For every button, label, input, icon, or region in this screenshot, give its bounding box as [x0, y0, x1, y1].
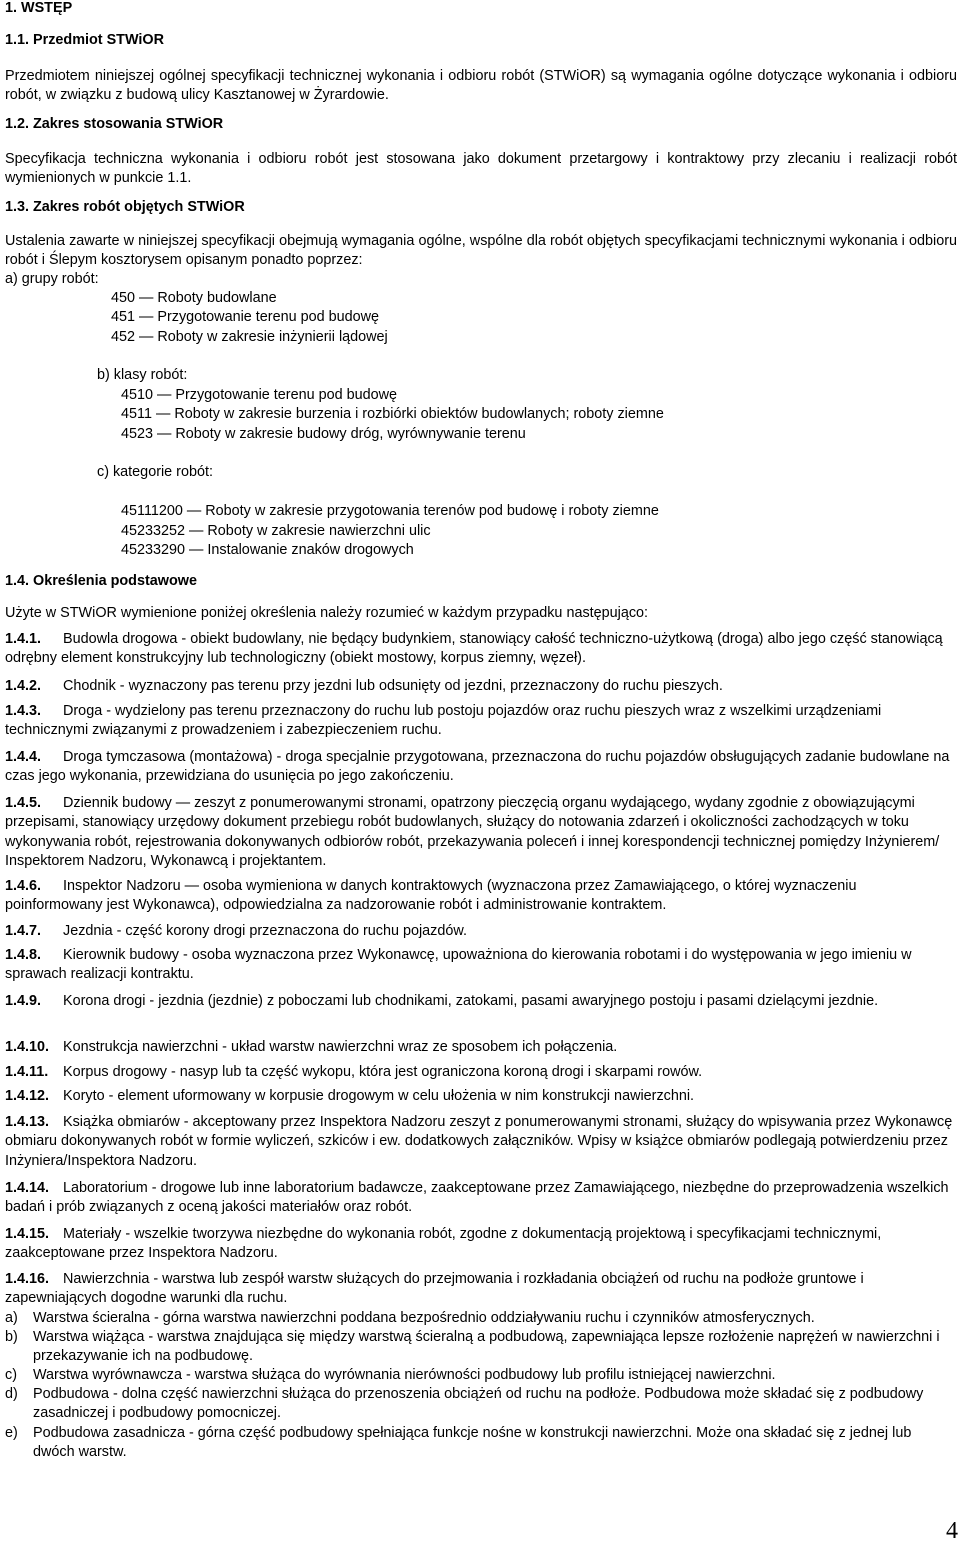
- layer-item: [5, 1366, 955, 1385]
- definition-item: [5, 1225, 957, 1264]
- definition-item: [5, 748, 957, 787]
- categories-label: c) kategorie robót:: [97, 464, 213, 480]
- layer-text: Warstwa wiążąca - warstwa znajdująca się między warstwą ścieralną a podbudową, zapewniająca lepsze rozłożenie naprężeń w nawierzchni i przekazywanie ich na podbudowę.: [33, 1329, 940, 1365]
- definition-item: [5, 1087, 957, 1106]
- definition-item: [5, 794, 957, 871]
- category-item: 45233290 — Instalowanie znaków drogowych: [121, 542, 414, 558]
- definition-text: Laboratorium - drogowe lub inne laboratorium badawcze, zaakceptowane przez Zamawiającego, niezbędne do przeprowadzenia wszelkich badań i prób związanych z oceną jakości materiałów oraz robót.: [5, 1180, 949, 1216]
- definition-number: 1.4.13.: [5, 1114, 50, 1130]
- layer-item: [5, 1328, 955, 1367]
- category-item: 45233252 — Roboty w zakresie nawierzchni ulic: [121, 523, 431, 539]
- layer-label: c): [5, 1367, 17, 1383]
- heading-1-2: 1.2. Zakres stosowania STWiOR: [5, 116, 224, 132]
- layer-item: [5, 1309, 955, 1328]
- heading-1-3: 1.3. Zakres robót objętych STWiOR: [5, 199, 245, 215]
- definition-number: 1.4.11.: [5, 1064, 49, 1080]
- class-item: 4523 — Roboty w zakresie budowy dróg, wyrównywanie terenu: [121, 426, 526, 442]
- definition-text: Budowla drogowa - obiekt budowlany, nie będący budynkiem, stanowiący całość techniczno-użytkową (droga) albo jego część stanowiącą odrębny element konstrukcyjny lub technologiczny (obiekt mostowy, korpus ziemny, węzeł).: [5, 631, 943, 667]
- definition-text: Inspektor Nadzoru — osoba wymieniona w danych kontraktowych (wyznaczona przez Zamawiającego, o której wyznaczeniu poinformowany jest Wykonawca), odpowiedzialna za nadzorowanie robót i administrowanie kontraktem.: [5, 878, 857, 914]
- layer-label: b): [5, 1329, 18, 1345]
- layer-item: [5, 1385, 955, 1424]
- definition-number: 1.4.14.: [5, 1180, 50, 1196]
- definition-item: [5, 946, 957, 985]
- definition-item: [5, 1270, 957, 1309]
- paragraph-1-3: Ustalenia zawarte w niniejszej specyfikacji obejmują wymagania ogólne, wspólne dla robót objętych specyfikacjami technicznymi wykonania i odbioru robót i Ślepym kosztorysem opisanym ponadto poprzez:: [5, 233, 957, 269]
- class-item: 4511 — Roboty w zakresie burzenia i rozbiórki obiektów budowlanych; roboty ziemne: [121, 406, 664, 422]
- classes-label: b) klasy robót:: [97, 367, 188, 383]
- definition-item: [5, 1113, 957, 1171]
- definition-number: 1.4.8.: [5, 947, 42, 963]
- definition-text: Dziennik budowy — zeszyt z ponumerowanymi stronami, opatrzony pieczęcią organu wydającego, wydany zgodnie z obowiązującymi przepisami, stanowiący urzędowy dokument przebiegu robót budowlanych, służący do notowania zdarzeń i okoliczności zachodzących w toku wykonywania robót, rejestrowania dokonywanych odbiorów robót, przekazywania poleceń i innej korespondencji technicznej pomiędzy Inżynierem/ Inspektorem Nadzoru, Wykonawcą i projektantem.: [5, 795, 940, 869]
- definition-text: Droga - wydzielony pas terenu przeznaczony do ruchu lub postoju pojazdów oraz ruchu pieszych wraz z wszelkimi urządzeniami technicznymi związanymi z prowadzeniem i zabezpieczeniem ruchu.: [5, 703, 882, 739]
- definition-number: 1.4.10.: [5, 1039, 50, 1055]
- layer-label: e): [5, 1425, 18, 1441]
- groups-label: a) grupy robót:: [5, 271, 99, 287]
- definition-text: Nawierzchnia - warstwa lub zespół warstw służących do przejmowania i rozkładania obciążeń od ruchu na podłoże gruntowe i zapewniających dogodne warunki dla ruchu.: [5, 1271, 864, 1307]
- definition-item: [5, 1038, 957, 1057]
- definition-item: [5, 630, 957, 669]
- definition-item: [5, 1179, 957, 1218]
- layer-label: d): [5, 1386, 18, 1402]
- class-item: 4510 — Przygotowanie terenu pod budowę: [121, 387, 398, 403]
- definition-text: Materiały - wszelkie tworzywa niezbędne do wykonania robót, zgodne z dokumentacją projektową i specyfikacjami technicznymi, zaakceptowane przez Inspektora Nadzoru.: [5, 1226, 882, 1262]
- definition-item: [5, 1063, 957, 1082]
- definition-text: Koryto - element uformowany w korpusie drogowym w celu ułożenia w nim konstrukcji nawierzchni.: [63, 1088, 695, 1104]
- definition-number: 1.4.5.: [5, 795, 42, 811]
- definition-item: [5, 992, 957, 1011]
- layer-text: Warstwa wyrównawcza - warstwa służąca do wyrównania nierówności podbudowy lub profilu istniejącej nawierzchni.: [33, 1367, 776, 1383]
- category-item: 45111200 — Roboty w zakresie przygotowania terenów pod budowę i roboty ziemne: [121, 503, 659, 519]
- definition-number: 1.4.15.: [5, 1226, 50, 1242]
- definition-item: [5, 702, 957, 741]
- definition-text: Jezdnia - część korony drogi przeznaczona do ruchu pojazdów.: [63, 923, 467, 939]
- layer-item: [5, 1424, 955, 1463]
- definition-number: 1.4.16.: [5, 1271, 50, 1287]
- definition-text: Książka obmiarów - akceptowany przez Inspektora Nadzoru zeszyt z ponumerowanymi stronami, służący do wpisywania przez Wykonawcę obmiaru dokonywanych robót w formie wyliczeń, szkiców i ew. dodatkowych załączników. Wpisy w książce obmiarów podlegają potwierdzeniu przez Inżyniera/Inspektora Nadzoru.: [5, 1114, 953, 1169]
- definition-item: [5, 922, 957, 941]
- definition-text: Korpus drogowy - nasyp lub ta część wykopu, która jest ograniczona koroną drogi i skarpami rowów.: [63, 1064, 703, 1080]
- group-item: 450 — Roboty budowlane: [111, 290, 277, 306]
- definition-number: 1.4.2.: [5, 678, 42, 694]
- definition-text: Chodnik - wyznaczony pas terenu przy jezdni lub odsunięty od jezdni, przeznaczony do ruchu pieszych.: [63, 678, 723, 694]
- definition-number: 1.4.7.: [5, 923, 42, 939]
- definition-number: 1.4.1.: [5, 631, 42, 647]
- heading-section-1: 1. WSTĘP: [5, 0, 73, 16]
- intro-1-4: Użyte w STWiOR wymienione poniżej określenia należy rozumieć w każdym przypadku następująco:: [5, 605, 649, 621]
- group-item: 451 — Przygotowanie terenu pod budowę: [111, 309, 380, 325]
- layer-text: Podbudowa - dolna część nawierzchni służąca do przenoszenia obciążeń od ruchu na podłoże. Podbudowa może składać się z podbudowy zasadniczej i podbudowy pomocniczej.: [33, 1386, 924, 1422]
- definition-text: Kierownik budowy - osoba wyznaczona przez Wykonawcę, upoważniona do kierowania robotami i do występowania w jego imieniu w sprawach realizacji kontraktu.: [5, 947, 912, 983]
- definition-text: Korona drogi - jezdnia (jezdnie) z poboczami lub chodnikami, zatokami, pasami awaryjnego postoju i pasami dzielącymi jezdnie.: [63, 993, 879, 1009]
- paragraph-1-1: Przedmiotem niniejszej ogólnej specyfikacji technicznej wykonania i odbioru robót (STWiOR) są wymagania ogólne dotyczące wykonania i odbioru robót, w związku z budową ulicy Kasztanowej w Żyrardowie.: [5, 68, 957, 104]
- layer-text: Podbudowa zasadnicza - górna część podbudowy spełniająca funkcje nośne w konstrukcji nawierzchni. Może ona składać się z jednej lub dwóch warstw.: [33, 1425, 912, 1461]
- definition-number: 1.4.4.: [5, 749, 42, 765]
- definition-number: 1.4.3.: [5, 703, 42, 719]
- group-item: 452 — Roboty w zakresie inżynierii lądowej: [111, 329, 388, 345]
- heading-1-1: 1.1. Przedmiot STWiOR: [5, 32, 164, 48]
- heading-1-4: 1.4. Określenia podstawowe: [5, 573, 197, 589]
- definition-number: 1.4.9.: [5, 993, 42, 1009]
- definition-item: [5, 677, 957, 696]
- definition-text: Konstrukcja nawierzchni - układ warstw nawierzchni wraz ze sposobem ich połączenia.: [63, 1039, 618, 1055]
- definition-text: Droga tymczasowa (montażowa) - droga specjalnie przygotowana, przeznaczona do ruchu pojazdów obsługujących zadanie budowlane na czas jego wykonania, przewidziana do usunięcia po jego zakończeniu.: [5, 749, 950, 785]
- layer-text: Warstwa ścieralna - górna warstwa nawierzchni poddana bezpośrednio oddziaływaniu ruchu i czynników atmosferycznych.: [33, 1310, 815, 1326]
- paragraph-1-2: Specyfikacja techniczna wykonania i odbioru robót jest stosowana jako dokument przetargowy i kontraktowy przy zlecaniu i realizacji robót wymienionych w punkcie 1.1.: [5, 151, 957, 187]
- definition-item: [5, 877, 957, 916]
- definition-number: 1.4.12.: [5, 1088, 50, 1104]
- definition-number: 1.4.6.: [5, 878, 42, 894]
- layer-label: a): [5, 1310, 18, 1326]
- page-number: 4: [946, 1518, 958, 1544]
